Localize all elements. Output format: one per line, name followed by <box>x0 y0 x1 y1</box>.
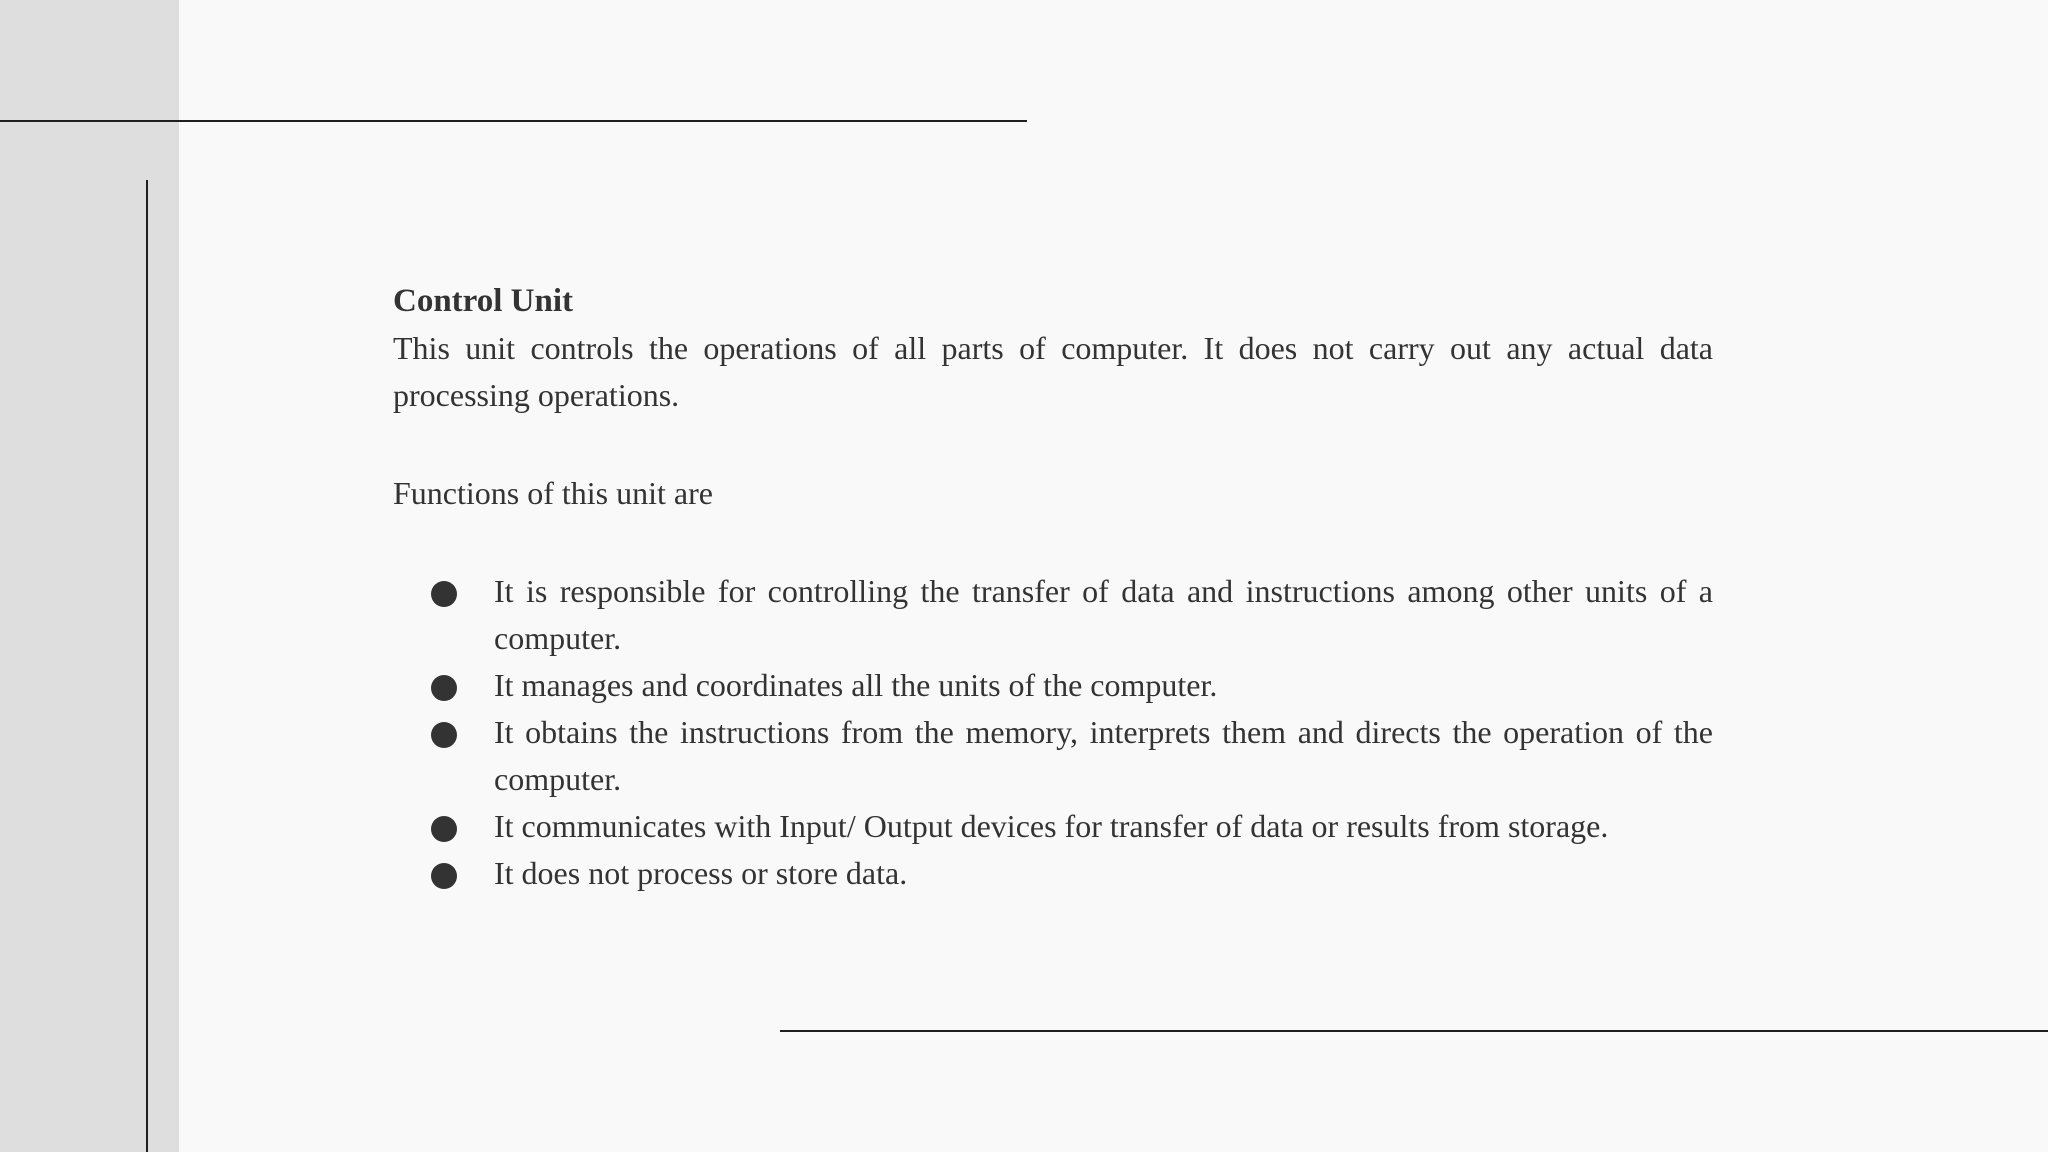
list-item-text: It does not process or store data. <box>494 855 908 891</box>
section-heading: Control Unit <box>393 283 573 319</box>
bullet-dot-icon <box>431 722 457 748</box>
list-item <box>393 803 1713 850</box>
bullet-dot-icon <box>431 816 457 842</box>
bullet-dot-icon <box>431 581 457 607</box>
description-paragraph: This unit controls the operations of all parts of computer. It does not carry out any actual data processing operations. <box>393 330 1713 413</box>
bullet-dot-icon <box>431 675 457 701</box>
functions-list <box>393 568 1713 897</box>
bullet-dot-icon <box>431 863 457 889</box>
left-vertical-line <box>146 180 148 1152</box>
list-item-text: It manages and coordinates all the units of the computer. <box>494 667 1218 703</box>
top-divider-line <box>0 120 1027 122</box>
list-item <box>393 568 1713 662</box>
list-item-text: It is responsible for controlling the transfer of data and instructions among other units of a computer. <box>494 573 1713 656</box>
functions-intro: Functions of this unit are <box>393 475 713 511</box>
list-item <box>393 709 1713 803</box>
list-item <box>393 850 1713 897</box>
list-item-text: It communicates with Input/ Output devices for transfer of data or results from storage. <box>494 808 1609 844</box>
list-item <box>393 662 1713 709</box>
slide-content <box>393 278 1713 897</box>
bottom-divider-line <box>780 1030 2048 1032</box>
list-item-text: It obtains the instructions from the memory, interprets them and directs the operation of the computer. <box>494 714 1713 797</box>
left-side-band <box>0 0 179 1152</box>
